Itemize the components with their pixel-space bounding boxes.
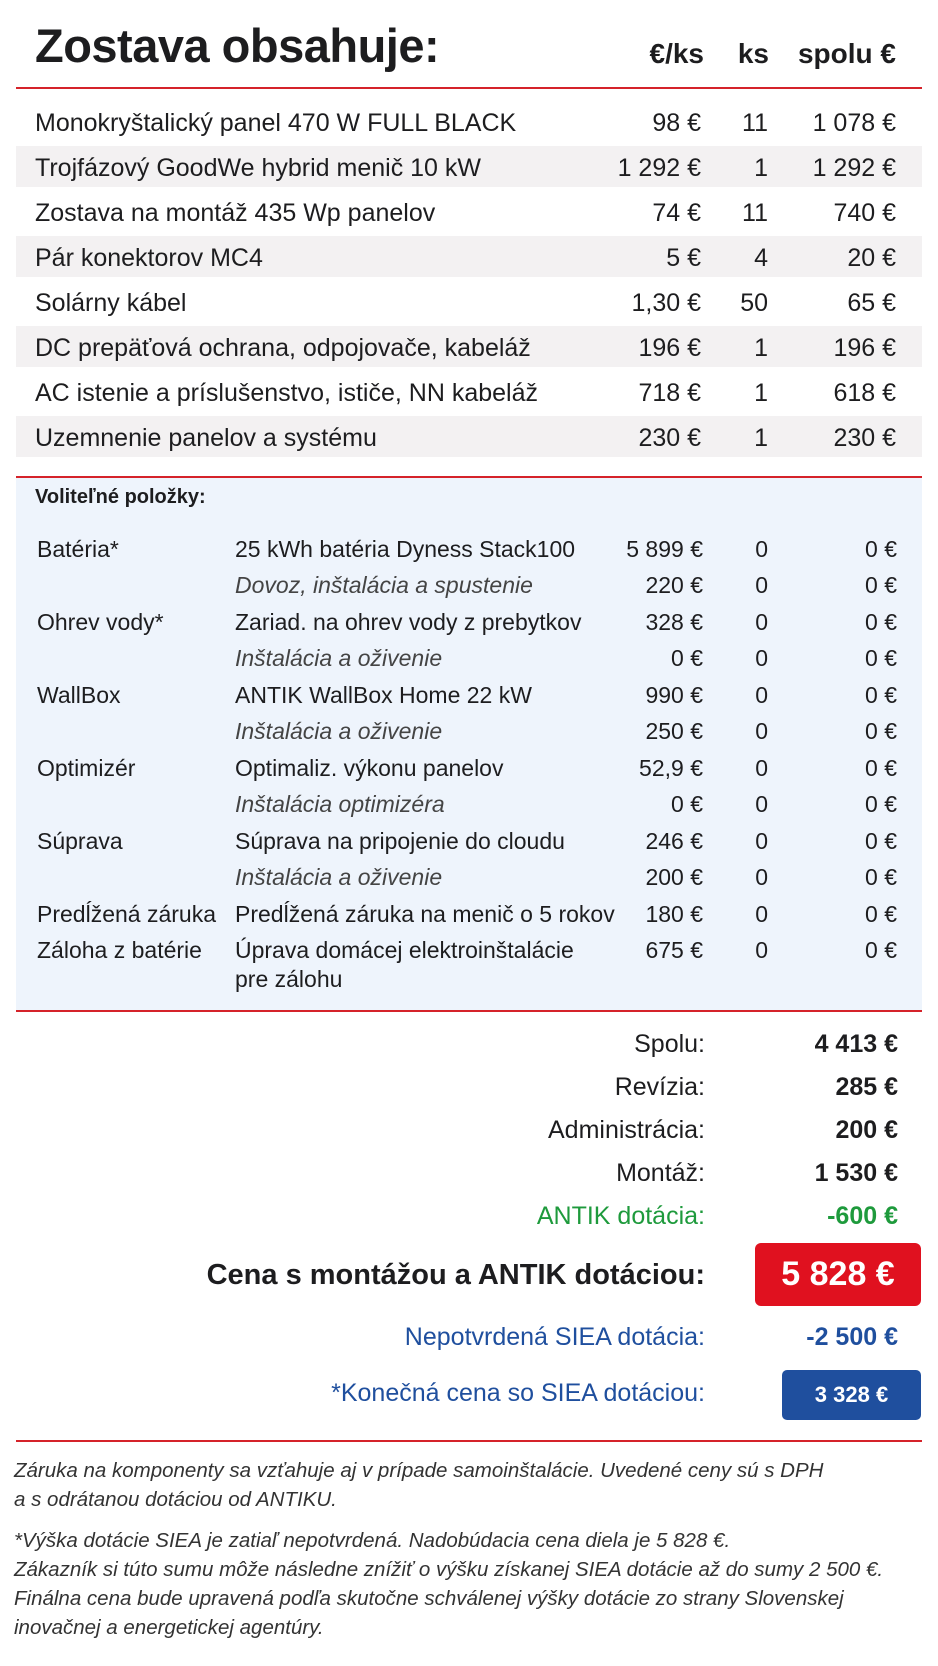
item-qty: 4	[754, 244, 768, 272]
item-name: Uzemnenie panelov a systému	[35, 424, 377, 452]
note-line: inovačnej a energetickej agentúry.	[14, 1616, 324, 1639]
option-desc: Predĺžená záruka na menič o 5 rokov	[235, 901, 615, 927]
item-total: 618 €	[833, 379, 896, 407]
option-qty: 0	[755, 937, 768, 963]
item-name: Trojfázový GoodWe hybrid menič 10 kW	[35, 154, 481, 182]
option-category: Optimizér	[37, 755, 136, 781]
table-row	[16, 281, 922, 322]
item-name: AC istenie a príslušenstvo, ističe, NN kabeláž	[35, 379, 538, 407]
option-desc: ANTIK WallBox Home 22 kW	[235, 682, 532, 708]
option-total: 0 €	[865, 536, 897, 562]
siea-subsidy-label: Nepotvrdená SIEA dotácia:	[404, 1323, 705, 1351]
optional-items-section	[16, 478, 922, 1010]
col-qty-header: ks	[737, 38, 769, 69]
item-price: 98 €	[652, 109, 701, 137]
option-total: 0 €	[865, 791, 897, 817]
option-price: 990 €	[645, 682, 703, 708]
option-category: Predĺžená záruka	[37, 901, 216, 927]
option-desc: Úprava domácej elektroinštalácie	[235, 937, 574, 963]
option-qty: 0	[755, 572, 768, 598]
option-desc: Inštalácia optimizéra	[235, 791, 445, 817]
item-price: 5 €	[666, 244, 701, 272]
option-qty: 0	[755, 901, 768, 927]
siea-subsidy-value: -2 500 €	[806, 1323, 898, 1351]
option-qty: 0	[755, 682, 768, 708]
table-row	[16, 236, 922, 277]
item-price: 74 €	[652, 199, 701, 227]
note-line: Zákazník si túto sumu môže následne znížiť o výšku získanej SIEA dotácie až do sumy 2 500 €.	[14, 1558, 884, 1581]
divider	[16, 87, 922, 89]
option-category: Batéria*	[37, 536, 119, 562]
option-price: 0 €	[671, 791, 703, 817]
option-total: 0 €	[865, 864, 897, 890]
note-line: Finálna cena bude upravená podľa skutočne schválenej výšky dotácie zo strany Slovenskej	[14, 1587, 844, 1610]
item-qty: 1	[754, 379, 768, 407]
siea-final-badge: 3 328 €	[782, 1370, 921, 1420]
option-price: 52,9 €	[639, 755, 703, 781]
option-price: 220 €	[645, 572, 703, 598]
option-desc: Zariad. na ohrev vody z prebytkov	[235, 609, 582, 635]
item-name: Monokryštalický panel 470 W FULL BLACK	[35, 109, 517, 137]
item-qty: 11	[742, 199, 768, 227]
option-price: 328 €	[645, 609, 703, 635]
table-row	[16, 191, 922, 232]
item-total: 196 €	[833, 334, 896, 362]
table-row	[16, 146, 922, 187]
table-row	[16, 416, 922, 457]
item-price: 1 292 €	[617, 154, 701, 182]
option-total: 0 €	[865, 718, 897, 744]
col-total-header: spolu €	[797, 38, 896, 69]
option-total: 0 €	[865, 937, 897, 963]
mount-label: Montáž:	[616, 1159, 705, 1187]
table-row	[16, 371, 922, 412]
item-total: 65 €	[847, 289, 896, 317]
option-desc: 25 kWh batéria Dyness Stack100	[235, 536, 576, 562]
optional-title: Voliteľné položky:	[35, 486, 206, 508]
divider	[16, 1440, 922, 1442]
table-row	[16, 101, 922, 142]
item-total: 740 €	[833, 199, 896, 227]
admin-value: 200 €	[835, 1116, 898, 1144]
option-qty: 0	[755, 536, 768, 562]
siea-final-label: *Konečná cena so SIEA dotáciou:	[331, 1379, 705, 1407]
item-total: 1 292 €	[812, 154, 896, 182]
revision-label: Revízia:	[614, 1073, 705, 1101]
option-price: 675 €	[645, 937, 703, 963]
option-category: Súprava	[37, 828, 123, 854]
option-price: 5 899 €	[626, 536, 703, 562]
option-total: 0 €	[865, 645, 897, 671]
admin-label: Administrácia:	[548, 1116, 705, 1144]
option-price: 200 €	[645, 864, 703, 890]
option-total: 0 €	[865, 609, 897, 635]
option-category: Záloha z batérie	[37, 937, 202, 963]
item-total: 1 078 €	[812, 109, 896, 137]
option-total: 0 €	[865, 755, 897, 781]
option-total: 0 €	[865, 901, 897, 927]
option-desc: Dovoz, inštalácia a spustenie	[235, 572, 533, 598]
item-qty: 50	[740, 289, 768, 317]
revision-value: 285 €	[835, 1073, 898, 1101]
option-total: 0 €	[865, 572, 897, 598]
item-total: 20 €	[847, 244, 896, 272]
option-qty: 0	[755, 755, 768, 781]
item-name: Pár konektorov MC4	[35, 244, 263, 272]
siea-note	[14, 1526, 934, 1642]
item-qty: 1	[754, 334, 768, 362]
note-line: *Výška dotácie SIEA je zatiaľ nepotvrdená. Nadobúdacia cena diela je 5 828 €.	[14, 1529, 731, 1552]
option-price: 246 €	[645, 828, 703, 854]
final-price-label: Cena s montážou a ANTIK dotáciou:	[206, 1259, 705, 1291]
final-price-badge: 5 828 €	[755, 1243, 921, 1306]
item-price: 230 €	[638, 424, 701, 452]
antik-subsidy-value: -600 €	[827, 1202, 898, 1230]
option-price: 180 €	[645, 901, 703, 927]
option-price: 250 €	[645, 718, 703, 744]
item-total: 230 €	[833, 424, 896, 452]
antik-subsidy-label: ANTIK dotácia:	[536, 1202, 705, 1230]
option-desc: Inštalácia a oživenie	[235, 864, 443, 890]
option-qty: 0	[755, 828, 768, 854]
item-qty: 11	[742, 109, 768, 137]
option-desc: Súprava na pripojenie do cloudu	[235, 828, 565, 854]
item-price: 1,30 €	[631, 289, 701, 317]
mount-value: 1 530 €	[814, 1159, 898, 1187]
option-qty: 0	[755, 718, 768, 744]
table-header	[0, 0, 938, 88]
option-total: 0 €	[865, 682, 897, 708]
item-qty: 1	[754, 424, 768, 452]
item-name: Zostava na montáž 435 Wp panelov	[35, 199, 436, 227]
option-qty: 0	[755, 609, 768, 635]
note-line: Záruka na komponenty sa vzťahuje aj v prípade samoinštalácie. Uvedené ceny sú s DPH	[14, 1459, 824, 1482]
item-price: 196 €	[638, 334, 701, 362]
col-price-header: €/ks	[649, 38, 704, 69]
option-category: Ohrev vody*	[37, 609, 164, 635]
option-total: 0 €	[865, 828, 897, 854]
subtotal-label: Spolu:	[634, 1030, 705, 1058]
option-desc: Inštalácia a oživenie	[235, 718, 443, 744]
table-row	[16, 326, 922, 367]
page-title: Zostava obsahuje:	[35, 19, 440, 72]
option-price: 0 €	[671, 645, 703, 671]
note-line: a s odrátanou dotáciou od ANTIKU.	[14, 1488, 337, 1511]
option-qty: 0	[755, 791, 768, 817]
divider	[16, 1010, 922, 1012]
subtotal-value: 4 413 €	[814, 1030, 898, 1058]
option-desc: Inštalácia a oživenie	[235, 645, 443, 671]
option-qty: 0	[755, 645, 768, 671]
option-category: WallBox	[37, 682, 121, 708]
item-qty: 1	[754, 154, 768, 182]
item-name: DC prepäťová ochrana, odpojovače, kabeláž	[35, 334, 531, 362]
item-name: Solárny kábel	[35, 289, 187, 317]
option-desc: Optimaliz. výkonu panelov	[235, 755, 504, 781]
warranty-note	[14, 1456, 934, 1514]
option-qty: 0	[755, 864, 768, 890]
item-price: 718 €	[638, 379, 701, 407]
option-desc-continued: pre zálohu	[235, 966, 343, 992]
